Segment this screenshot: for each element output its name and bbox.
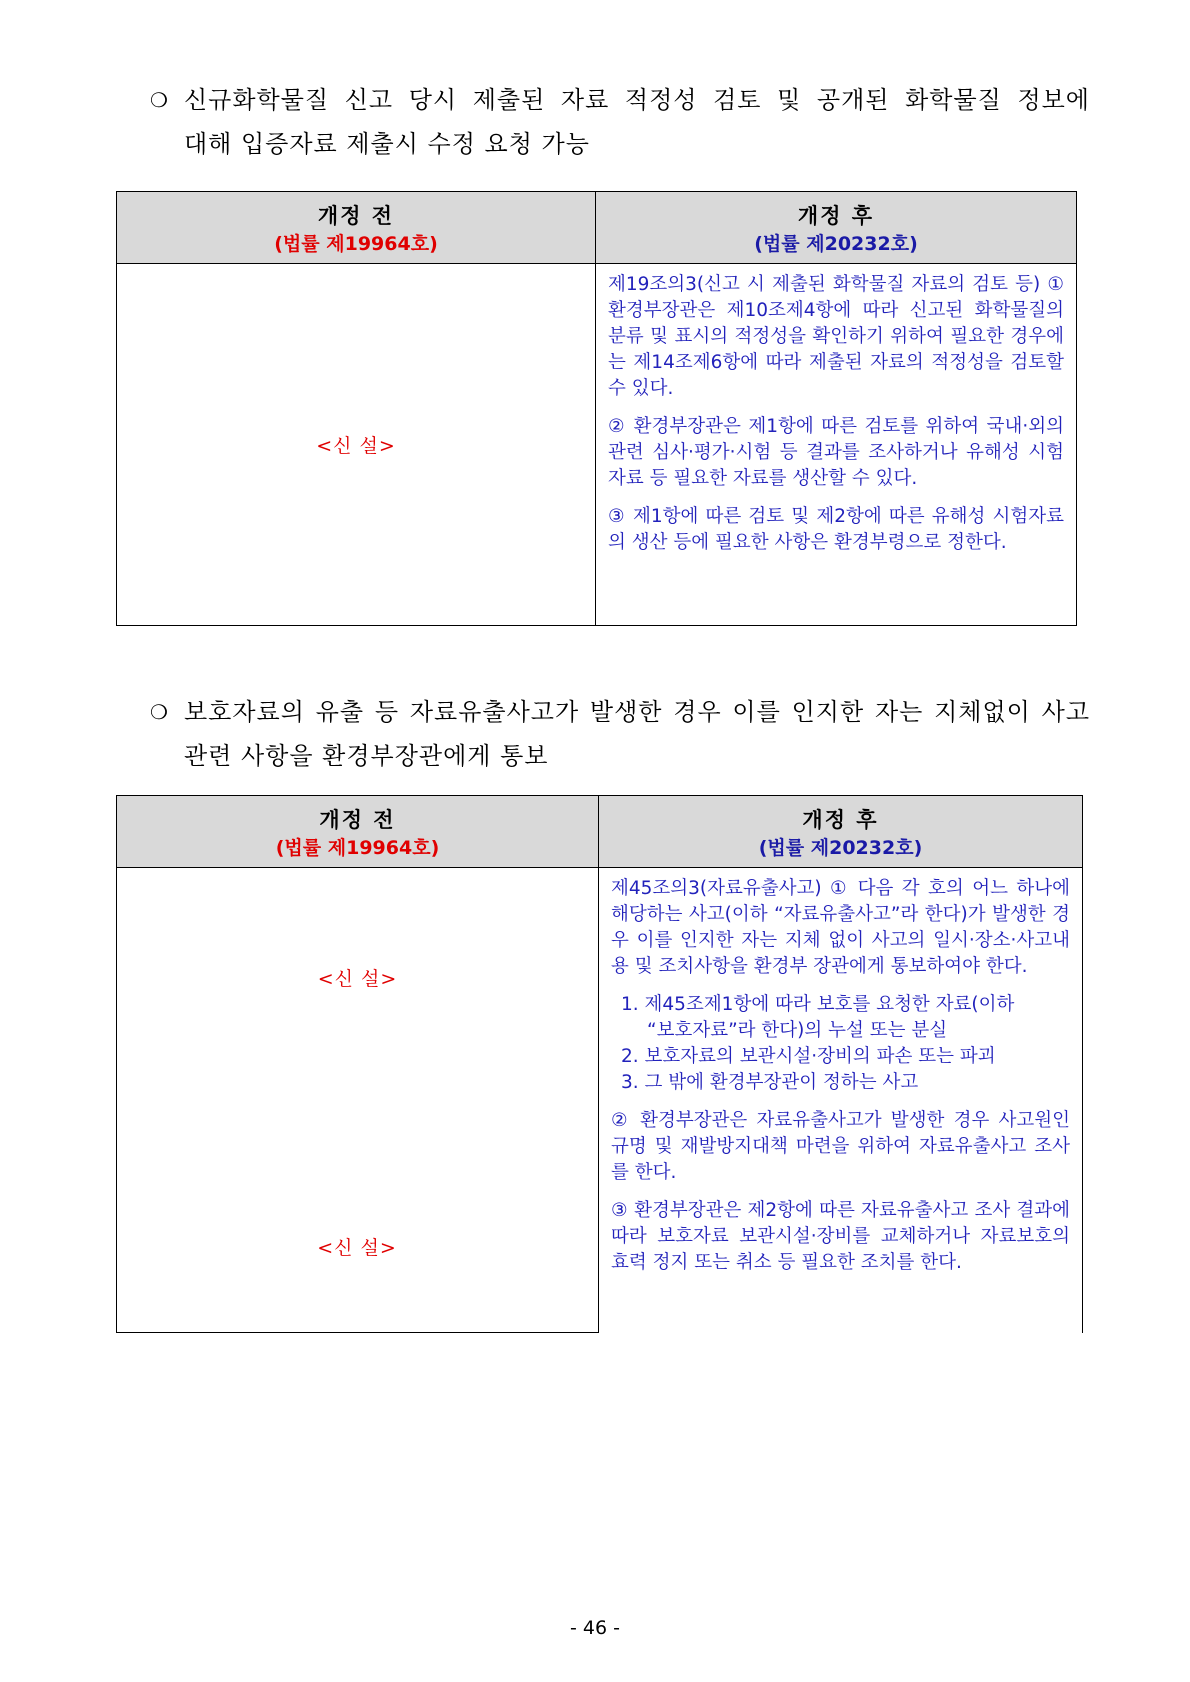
after-header-title: 개정 후 <box>797 203 875 228</box>
section-1-line-1: 신규화학물질 신고 당시 제출된 자료 적정성 검토 및 공개된 화학물질 정보에 <box>184 86 1090 114</box>
before-header-title: 개정 전 <box>319 807 396 832</box>
list-item: 1. 제45조제1항에 따라 보호를 요청한 자료(이하 <box>621 994 1015 1015</box>
circle-bullet-icon: ❍ <box>150 88 169 112</box>
before-law-number: (법률 제19964호) <box>274 232 438 255</box>
after-law-number: (법률 제20232호) <box>758 836 923 859</box>
after-header-title: 개정 후 <box>802 807 879 832</box>
before-header <box>117 796 599 868</box>
list-item: 3. 그 밖에 환경부장관이 정하는 사고 <box>621 1072 919 1093</box>
article-45-3-para-3: ③ 환경부장관은 제2항에 따른 자료유출사고 조사 결과에 따라 보호자료 보관시설·장비를 교체하거나 자료보호의 효력 정지 또는 취소 등 필요한 조치를 한다. <box>611 1200 1070 1273</box>
after-header <box>599 796 1083 868</box>
article-45-3-list <box>611 992 1070 1096</box>
article-19-3-para-2: ② 환경부장관은 제1항에 따른 검토를 위하여 국내·외의 관련 심사·평가·시험 등 결과를 조사하거나 유해성 시험자료 등 필요한 자료를 생산할 수 있다. <box>608 416 1064 489</box>
article-45-3-para-2: ② 환경부장관은 자료유출사고가 발생한 경우 사고원인 규명 및 재발방지대책 마련을 위하여 자료유출사고 조사를 한다. <box>611 1110 1070 1183</box>
after-law-number: (법률 제20232호) <box>754 232 918 255</box>
list-item: “보호자료”라 한다)의 누설 또는 분실 <box>647 1020 948 1041</box>
article-19-3-para-3: ③ 제1항에 따른 검토 및 제2항에 따른 유해성 시험자료의 생산 등에 필요한 사항은 환경부령으로 정한다. <box>608 506 1064 553</box>
before-header-title: 개정 전 <box>317 203 395 228</box>
list-item: 2. 보호자료의 보관시설·장비의 파손 또는 파괴 <box>621 1046 996 1067</box>
before-cell-new: <신 설> <box>117 264 596 626</box>
section-2-line-1: 보호자료의 유출 등 자료유출사고가 발생한 경우 이를 인지한 자는 지체없이 사고 <box>184 698 1090 726</box>
comparison-table-1 <box>116 191 1077 626</box>
article-45-3-para-1: 제45조의3(자료유출사고) ① 다음 각 호의 어느 하나에 해당하는 사고(이하 “자료유출사고”라 한다)가 발생한 경우 이를 인지한 자는 지체 없이 사고의 일시·장소·사고내용 및 조치사항을 환경부 장관에게 통보하여야 한다. <box>611 878 1070 977</box>
before-cell-new-2: <신 설> <box>317 1237 397 1259</box>
after-cell-1 <box>599 868 1083 1333</box>
section-1-line-2: 대해 입증자료 제출시 수정 요청 가능 <box>184 130 590 158</box>
after-cell <box>596 264 1077 626</box>
section-2-summary <box>150 690 1090 778</box>
before-law-number: (법률 제19964호) <box>275 836 440 859</box>
before-cell-new-1 <box>117 868 599 1333</box>
section-1-summary <box>150 78 1090 166</box>
article-19-3-para-1: 제19조의3(신고 시 제출된 화학물질 자료의 검토 등) ① 환경부장관은 제10조제4항에 따라 신고된 화학물질의 분류 및 표시의 적정성을 확인하기 위하여 필요한 경우에는 제14조제6항에 따라 제출된 자료의 적정성을 검토할 수 있다. <box>608 274 1064 399</box>
circle-bullet-icon: ❍ <box>150 700 169 724</box>
after-header <box>596 192 1077 264</box>
section-2-line-2: 관련 사항을 환경부장관에게 통보 <box>184 742 549 770</box>
page-number: - 46 - <box>570 1617 620 1639</box>
before-header <box>117 192 596 264</box>
new-provision-label: <신 설> <box>317 968 398 990</box>
